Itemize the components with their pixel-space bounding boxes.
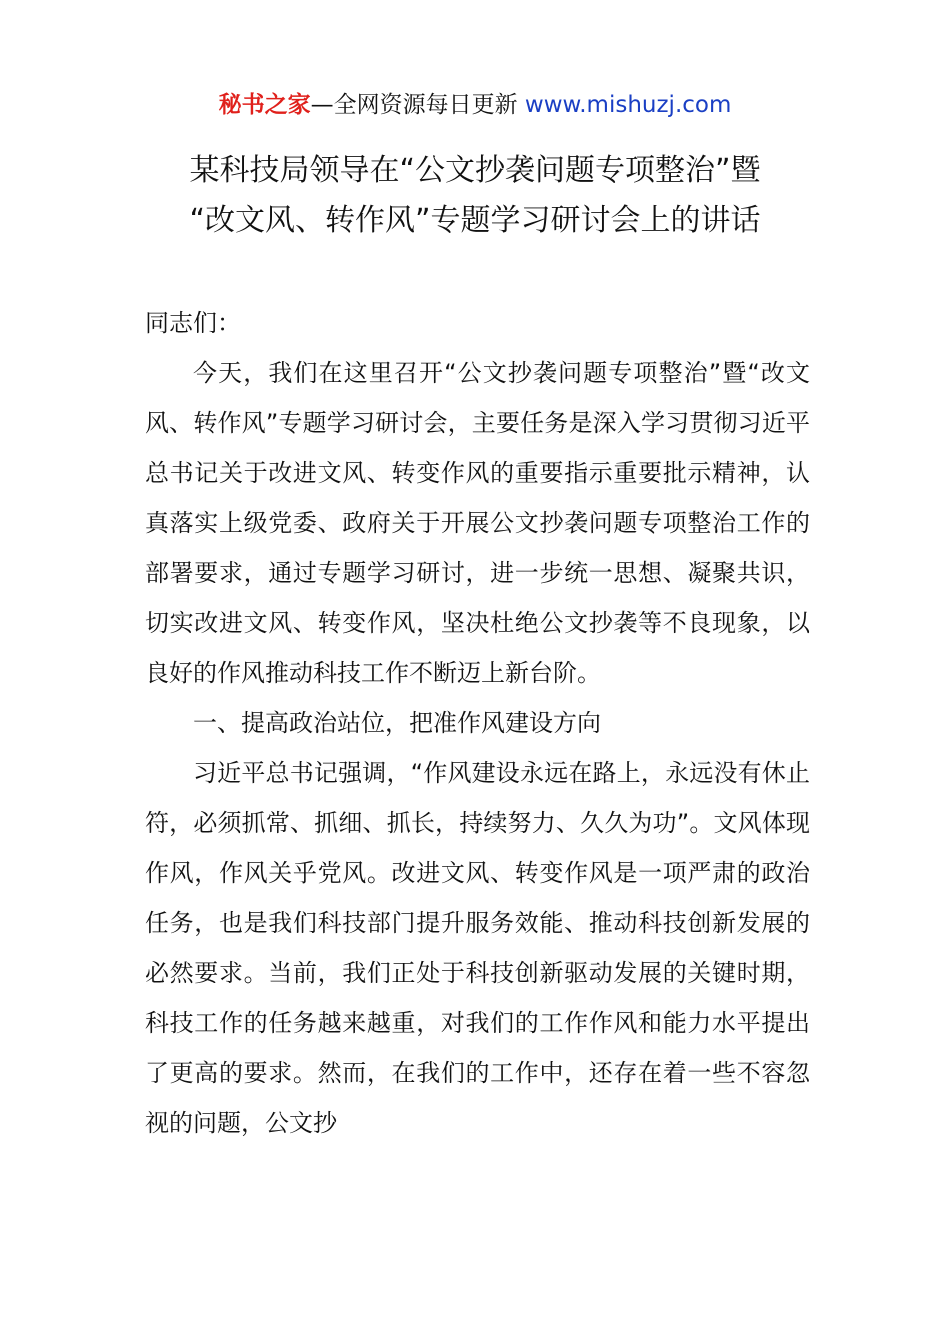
site-tagline: —全网资源每日更新 — [310, 92, 525, 118]
site-header-banner — [0, 88, 950, 122]
document-title-line-2: “改文风、转作风”专题学习研讨会上的讲话 — [189, 203, 761, 238]
document-title — [0, 146, 950, 246]
site-url-link[interactable]: www.mishuzj.com — [524, 92, 732, 118]
section-heading-1: 一、提高政治站位，把准作风建设方向 — [193, 709, 601, 737]
paragraph-section-1: 习近平总书记强调，“作风建设永远在路上，永远没有休止符，必须抓常、抓细、抓长，持续努力、久久为功”。文风体现作风，作风关乎党风。改进文风、转变作风是一项严肃的政治任务，也是我们科技部门提升服务效能、推动科技创新发展的必然要求。当前，我们正处于科技创新驱动发展的关键时期，科技工作的任务越来越重，对我们的工作作风和能力水平提出了更高的要求。然而，在我们的工作中，还存在着一些不容忽视的问题，公文抄 — [145, 759, 810, 1137]
paragraph-intro: 今天，我们在这里召开“公文抄袭问题专项整治”暨“改文风、转作风”专题学习研讨会，主要任务是深入学习贯彻习近平总书记关于改进文风、转变作风的重要指示重要批示精神，认真落实上级党委、政府关于开展公文抄袭问题专项整治工作的部署要求，通过专题学习研讨，进一步统一思想、凝聚共识，切实改进文风、转变作风，坚决杜绝公文抄袭等不良现象，以良好的作风推动科技工作不断迈上新台阶。 — [145, 359, 810, 687]
document-body — [145, 298, 810, 1148]
salutation: 同志们： — [145, 309, 241, 337]
document-title-line-1: 某科技局领导在“公文抄袭问题专项整治”暨 — [189, 153, 761, 188]
site-brand: 秘书之家 — [218, 92, 311, 118]
